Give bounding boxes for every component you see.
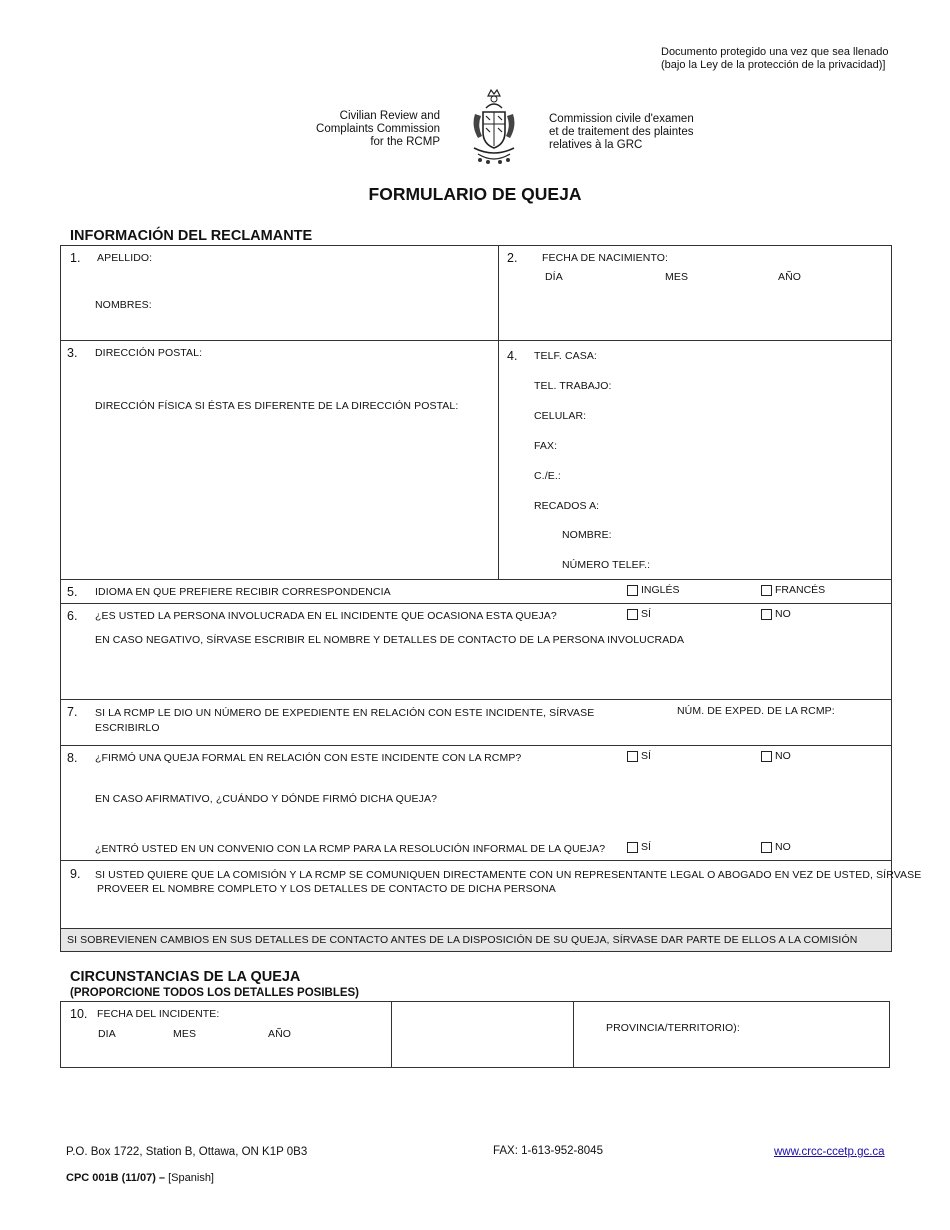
footer-address: P.O. Box 1722, Station B, Ottawa, ON K1P 0B3 <box>66 1146 308 1158</box>
checkbox-informal-yes-label: SÍ <box>641 841 651 853</box>
q7-number: 7. <box>67 705 78 719</box>
checkbox-english-box[interactable] <box>627 585 638 596</box>
formal-complaint-question: ¿FIRMÓ UNA QUEJA FORMAL EN RELACIÓN CON ESTE INCIDENTE CON LA RCMP? <box>95 752 522 764</box>
checkbox-informal-yes[interactable] <box>627 841 651 853</box>
rcmp-file-number-field[interactable]: NÚM. DE EXPED. DE LA RCMP: <box>677 705 835 717</box>
incident-date-label: FECHA DEL INCIDENTE: <box>97 1008 220 1020</box>
org-fr-line1: Commission civile d'examen <box>549 113 694 125</box>
footer-website-link[interactable]: www.crcc-ccetp.gc.ca <box>774 1146 885 1158</box>
divider <box>60 603 892 604</box>
checkbox-q6-no[interactable] <box>761 608 791 620</box>
column-divider <box>391 1001 392 1068</box>
incident-year-field[interactable]: AÑO <box>268 1028 292 1040</box>
privacy-notice-line2: (bajo la Ley de la protección de la privacidad)] <box>661 59 886 71</box>
birthdate-label: FECHA DE NACIMIENTO: <box>542 252 669 264</box>
checkbox-informal-no-box[interactable] <box>761 842 772 853</box>
checkbox-q8-yes-box[interactable] <box>627 751 638 762</box>
checkbox-q8-no-box[interactable] <box>761 751 772 762</box>
checkbox-q6-no-label: NO <box>775 608 791 620</box>
divider <box>60 699 892 700</box>
org-name-english <box>316 110 440 149</box>
org-en-line2: Complaints Commission <box>316 123 440 135</box>
checkbox-q6-yes-label: SÍ <box>641 608 651 620</box>
postal-address-field[interactable]: DIRECCIÓN POSTAL: <box>95 347 203 359</box>
checkbox-english-label: INGLÉS <box>641 584 680 596</box>
incident-month-field[interactable]: MES <box>173 1028 197 1040</box>
checkbox-english[interactable] <box>627 584 680 596</box>
q8-number: 8. <box>67 751 78 765</box>
checkbox-informal-no-label: NO <box>775 841 791 853</box>
physical-address-field[interactable]: DIRECCIÓN FÍSICA SI ÉSTA ES DIFERENTE DE LA DIRECCIÓN POSTAL: <box>95 400 459 412</box>
org-en-line3: for the RCMP <box>370 136 440 148</box>
involved-person-details-field[interactable]: EN CASO NEGATIVO, SÍRVASE ESCRIBIR EL NOMBRE Y DETALLES DE CONTACTO DE LA PERSONA INVOLUCRADA <box>95 634 685 646</box>
section-heading-complainant: INFORMACIÓN DEL RECLAMANTE <box>70 228 313 244</box>
checkbox-french[interactable] <box>761 584 825 596</box>
nombres-label[interactable]: NOMBRES: <box>95 299 152 311</box>
checkbox-q8-yes[interactable] <box>627 750 651 762</box>
fax-field[interactable]: FAX: <box>534 440 558 452</box>
org-name-french <box>549 113 694 152</box>
form-title: FORMULARIO DE QUEJA <box>368 184 582 204</box>
coat-of-arms-icon <box>466 86 522 166</box>
checkbox-q6-no-box[interactable] <box>761 609 772 620</box>
rcmp-file-question-line2: ESCRIBIRLO <box>95 722 160 734</box>
informal-resolution-question: ¿ENTRÓ USTED EN UN CONVENIO CON LA RCMP PARA LA RESOLUCIÓN INFORMAL DE LA QUEJA? <box>95 843 606 855</box>
privacy-notice-line1: Documento protegido una vez que sea llenado <box>661 46 889 58</box>
apellido-label[interactable]: APELLIDO: <box>97 252 153 264</box>
column-divider <box>498 245 499 579</box>
involved-person-question: ¿ES USTED LA PERSONA INVOLUCRADA EN EL INCIDENTE QUE OCASIONA ESTA QUEJA? <box>95 610 557 622</box>
rcmp-file-question <box>95 706 594 736</box>
legal-rep-line1: SI USTED QUIERE QUE LA COMISIÓN Y LA RCMP SE COMUNIQUEN DIRECTAMENTE CON UN REPRESENTANTE LEGAL O ABOGADO EN VEZ DE USTED, SÍRVASE <box>95 869 922 881</box>
home-phone-field[interactable]: TELF. CASA: <box>534 350 597 362</box>
q6-number: 6. <box>67 609 78 623</box>
rcmp-file-question-line1: SI LA RCMP LE DIO UN NÚMERO DE EXPEDIENTE EN RELACIÓN CON ESTE INCIDENTE, SÍRVASE <box>95 707 595 719</box>
birth-day-field[interactable]: DÍA <box>545 271 563 283</box>
divider <box>60 579 892 580</box>
org-fr-line3: relatives à la GRC <box>549 139 643 151</box>
form-code <box>66 1172 214 1184</box>
incident-day-field[interactable]: DIA <box>98 1028 116 1040</box>
org-en-line1: Civilian Review and <box>339 110 440 122</box>
checkbox-q6-yes-box[interactable] <box>627 609 638 620</box>
birth-year-field[interactable]: AÑO <box>778 271 802 283</box>
legal-rep-line2: PROVEER EL NOMBRE COMPLETO Y LOS DETALLES DE CONTACTO DE DICHA PERSONA <box>97 883 556 895</box>
language-label: IDIOMA EN QUE PREFIERE RECIBIR CORRESPONDENCIA <box>95 586 391 598</box>
legal-representative-field[interactable] <box>95 868 921 896</box>
birth-month-field[interactable]: MES <box>665 271 689 283</box>
messages-phone-field[interactable]: NÚMERO TELEF.: <box>562 559 651 571</box>
section-subheading-circumstances: (PROPORCIONE TODOS LOS DETALLES POSIBLES) <box>70 987 360 999</box>
province-territory-field[interactable]: PROVINCIA/TERRITORIO): <box>606 1022 740 1034</box>
divider <box>60 745 892 746</box>
privacy-notice <box>661 46 889 72</box>
q3-number: 3. <box>67 346 78 360</box>
q9-number: 9. <box>70 867 81 881</box>
q5-number: 5. <box>67 585 78 599</box>
checkbox-informal-yes-box[interactable] <box>627 842 638 853</box>
checkbox-q8-no-label: NO <box>775 750 791 762</box>
messages-name-field[interactable]: NOMBRE: <box>562 529 612 541</box>
form-language: [Spanish] <box>168 1172 214 1184</box>
column-divider <box>573 1001 574 1068</box>
divider <box>60 340 892 341</box>
checkbox-q8-no[interactable] <box>761 750 791 762</box>
complaint-when-where-field[interactable]: EN CASO AFIRMATIVO, ¿CUÁNDO Y DÓNDE FIRMÓ DICHA QUEJA? <box>95 793 438 805</box>
form-code-number: CPC 001B (11/07) – <box>66 1172 166 1184</box>
org-fr-line2: et de traitement des plaintes <box>549 126 694 138</box>
q2-number: 2. <box>507 251 518 265</box>
checkbox-informal-no[interactable] <box>761 841 791 853</box>
contact-change-notice-text: SI SOBREVIENEN CAMBIOS EN SUS DETALLES DE CONTACTO ANTES DE LA DISPOSICIÓN DE SU QUEJA, SÍRVASE DAR PARTE DE ELLOS A LA COMISIÓN <box>67 934 858 946</box>
q1-number: 1. <box>70 251 81 265</box>
checkbox-q6-yes[interactable] <box>627 608 651 620</box>
q10-number: 10. <box>70 1007 88 1021</box>
work-phone-field[interactable]: TEL. TRABAJO: <box>534 380 612 392</box>
divider <box>60 860 892 861</box>
section-heading-circumstances: CIRCUNSTANCIAS DE LA QUEJA <box>70 969 301 985</box>
email-field[interactable]: C./E.: <box>534 470 561 482</box>
footer-fax: FAX: 1-613-952-8045 <box>493 1145 603 1157</box>
cell-phone-field[interactable]: CELULAR: <box>534 410 587 422</box>
messages-to-label: RECADOS A: <box>534 500 600 512</box>
checkbox-q8-yes-label: SÍ <box>641 750 651 762</box>
checkbox-french-box[interactable] <box>761 585 772 596</box>
q4-number: 4. <box>507 349 518 363</box>
checkbox-french-label: FRANCÉS <box>775 584 826 596</box>
